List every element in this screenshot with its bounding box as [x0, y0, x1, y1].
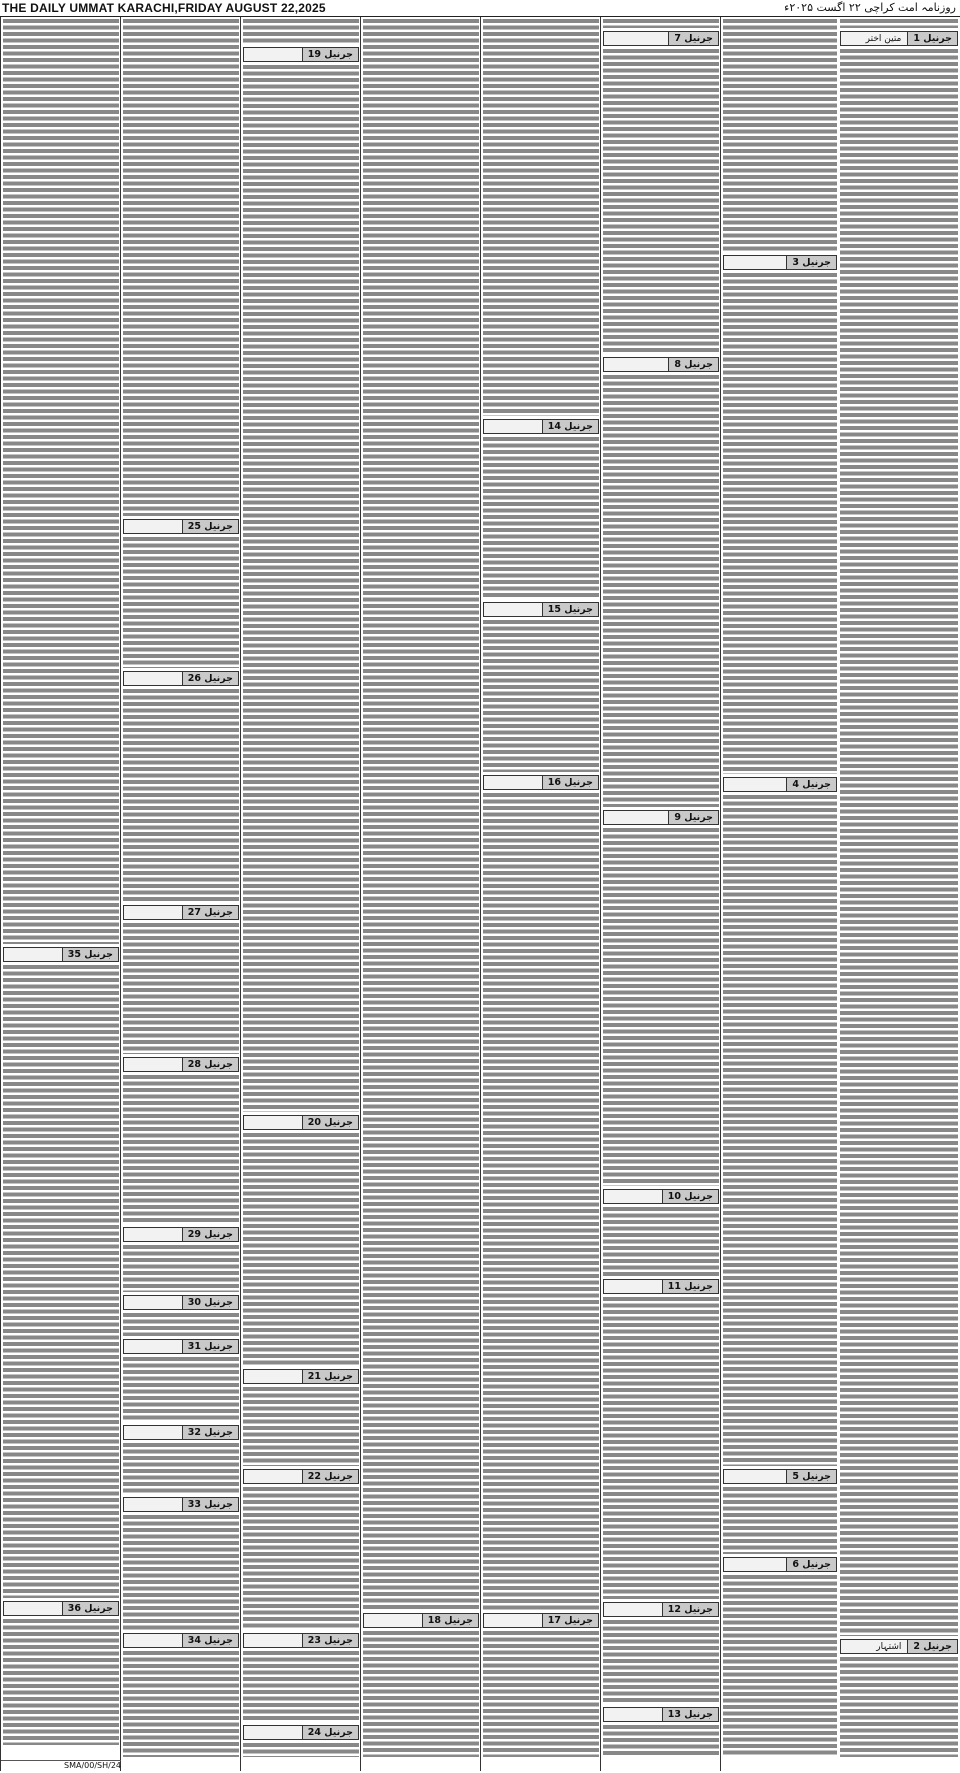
column-7 — [120, 17, 241, 1771]
text-block — [123, 923, 239, 1054]
item-banner-15 — [483, 602, 599, 617]
column-6 — [240, 17, 361, 1771]
item-number: جرنیل 2 — [907, 1640, 957, 1653]
column-8 — [0, 17, 121, 1771]
item-banner-35 — [3, 947, 119, 962]
item-banner-22 — [243, 1469, 359, 1484]
item-number: جرنیل 15 — [542, 603, 598, 616]
masthead — [0, 0, 960, 17]
text-block — [123, 19, 239, 516]
text-block — [723, 19, 837, 252]
text-block — [603, 828, 719, 1186]
item-number: جرنیل 34 — [182, 1634, 238, 1647]
item-banner-10 — [603, 1189, 719, 1204]
item-banner-26 — [123, 671, 239, 686]
text-block — [483, 1631, 599, 1757]
item-banner-9 — [603, 810, 719, 825]
item-number: جرنیل 26 — [182, 672, 238, 685]
footer-code: SMA/00/SH/24 — [1, 1760, 121, 1771]
text-block — [243, 1133, 359, 1366]
item-number: جرنیل 22 — [302, 1470, 358, 1483]
item-number: جرنیل 29 — [182, 1228, 238, 1241]
item-number: جرنیل 36 — [62, 1602, 118, 1615]
text-block — [123, 1651, 239, 1757]
item-number: جرنیل 30 — [182, 1296, 238, 1309]
item-banner-34 — [123, 1633, 239, 1648]
item-banner-25 — [123, 519, 239, 534]
text-block — [123, 1075, 239, 1224]
item-banner-31 — [123, 1339, 239, 1354]
item-number: جرنیل 33 — [182, 1498, 238, 1511]
item-banner-29 — [123, 1227, 239, 1242]
item-number: جرنیل 21 — [302, 1370, 358, 1383]
column-2 — [720, 17, 839, 1771]
item-banner-16 — [483, 775, 599, 790]
item-number: جرنیل 12 — [662, 1603, 718, 1616]
column-5 — [360, 17, 481, 1771]
item-tag: اشتہار — [876, 1642, 902, 1652]
item-banner-2 — [840, 1639, 958, 1654]
text-block — [123, 1443, 239, 1494]
item-number: جرنیل 1 — [907, 32, 957, 45]
item-banner-19 — [243, 47, 359, 62]
text-block — [3, 19, 119, 944]
text-block — [483, 793, 599, 1610]
item-banner-20 — [243, 1115, 359, 1130]
item-banner-7 — [603, 31, 719, 46]
item-number: جرنیل 27 — [182, 906, 238, 919]
item-banner-23 — [243, 1633, 359, 1648]
text-block — [603, 1297, 719, 1599]
item-banner-33 — [123, 1497, 239, 1512]
item-banner-14 — [483, 419, 599, 434]
text-block — [243, 19, 359, 44]
text-block — [3, 965, 119, 1598]
text-block — [840, 49, 958, 1636]
item-number: جرنیل 28 — [182, 1058, 238, 1071]
text-block — [243, 1651, 359, 1722]
masthead-urdu-date: روزنامہ امت کراچی ۲۲ اگست ۲۰۲۵ء — [784, 1, 956, 14]
item-tag: متین اختر — [865, 34, 902, 44]
item-number: جرنیل 18 — [422, 1614, 478, 1627]
item-number: جرنیل 10 — [662, 1190, 718, 1203]
item-number: جرنیل 19 — [302, 48, 358, 61]
item-number: جرنیل 7 — [668, 32, 718, 45]
masthead-title: THE DAILY UMMAT KARACHI,FRIDAY AUGUST 22,2025 — [2, 1, 326, 15]
item-number: جرنیل 32 — [182, 1426, 238, 1439]
item-number: جرنیل 16 — [542, 776, 598, 789]
text-block — [483, 19, 599, 416]
text-block — [603, 1620, 719, 1704]
text-block — [123, 1515, 239, 1630]
item-banner-6 — [723, 1557, 837, 1572]
text-block — [123, 537, 239, 668]
text-block — [723, 1487, 837, 1554]
column-1 — [838, 17, 960, 1771]
item-number: جرنیل 23 — [302, 1634, 358, 1647]
text-block — [603, 1725, 719, 1757]
text-block — [123, 1357, 239, 1422]
item-number: جرنیل 17 — [542, 1614, 598, 1627]
item-banner-11 — [603, 1279, 719, 1294]
item-banner-18 — [363, 1613, 479, 1628]
item-banner-27 — [123, 905, 239, 920]
item-number: جرنیل 4 — [786, 778, 836, 791]
text-block — [840, 1657, 958, 1757]
item-number: جرنیل 5 — [786, 1470, 836, 1483]
item-banner-30 — [123, 1295, 239, 1310]
item-banner-5 — [723, 1469, 837, 1484]
item-number: جرنیل 14 — [542, 420, 598, 433]
text-block — [3, 1619, 119, 1745]
item-banner-17 — [483, 1613, 599, 1628]
text-block — [603, 49, 719, 354]
item-banner-24 — [243, 1725, 359, 1740]
item-banner-32 — [123, 1425, 239, 1440]
column-3 — [600, 17, 721, 1771]
text-block — [123, 689, 239, 902]
text-block — [123, 1313, 239, 1336]
text-block — [123, 1245, 239, 1292]
text-block — [363, 1631, 479, 1757]
text-block — [243, 65, 359, 1112]
text-block — [363, 19, 479, 1610]
text-block — [243, 1487, 359, 1630]
item-number: جرنیل 9 — [668, 811, 718, 824]
text-block — [483, 437, 599, 599]
text-block — [243, 1743, 359, 1757]
item-number: جرنیل 25 — [182, 520, 238, 533]
item-number: جرنیل 20 — [302, 1116, 358, 1129]
item-banner-21 — [243, 1369, 359, 1384]
text-block — [243, 1387, 359, 1466]
item-number: جرنیل 13 — [662, 1708, 718, 1721]
item-number: جرنیل 35 — [62, 948, 118, 961]
text-block — [603, 19, 719, 28]
text-block — [723, 1575, 837, 1757]
text-block — [840, 19, 958, 28]
item-number: جرنیل 31 — [182, 1340, 238, 1353]
item-banner-12 — [603, 1602, 719, 1617]
item-banner-4 — [723, 777, 837, 792]
item-banner-36 — [3, 1601, 119, 1616]
item-number: جرنیل 11 — [662, 1280, 718, 1293]
text-block — [483, 620, 599, 772]
item-number: جرنیل 24 — [302, 1726, 358, 1739]
item-number: جرنیل 6 — [786, 1558, 836, 1571]
text-block — [723, 795, 837, 1466]
item-banner-13 — [603, 1707, 719, 1722]
item-banner-8 — [603, 357, 719, 372]
item-number: جرنیل 8 — [668, 358, 718, 371]
item-number: جرنیل 3 — [786, 256, 836, 269]
newspaper-page — [0, 17, 960, 1773]
item-banner-3 — [723, 255, 837, 270]
text-block — [603, 375, 719, 807]
column-4 — [480, 17, 601, 1771]
item-banner-1 — [840, 31, 958, 46]
text-block — [723, 273, 837, 774]
item-banner-28 — [123, 1057, 239, 1072]
text-block — [603, 1207, 719, 1276]
